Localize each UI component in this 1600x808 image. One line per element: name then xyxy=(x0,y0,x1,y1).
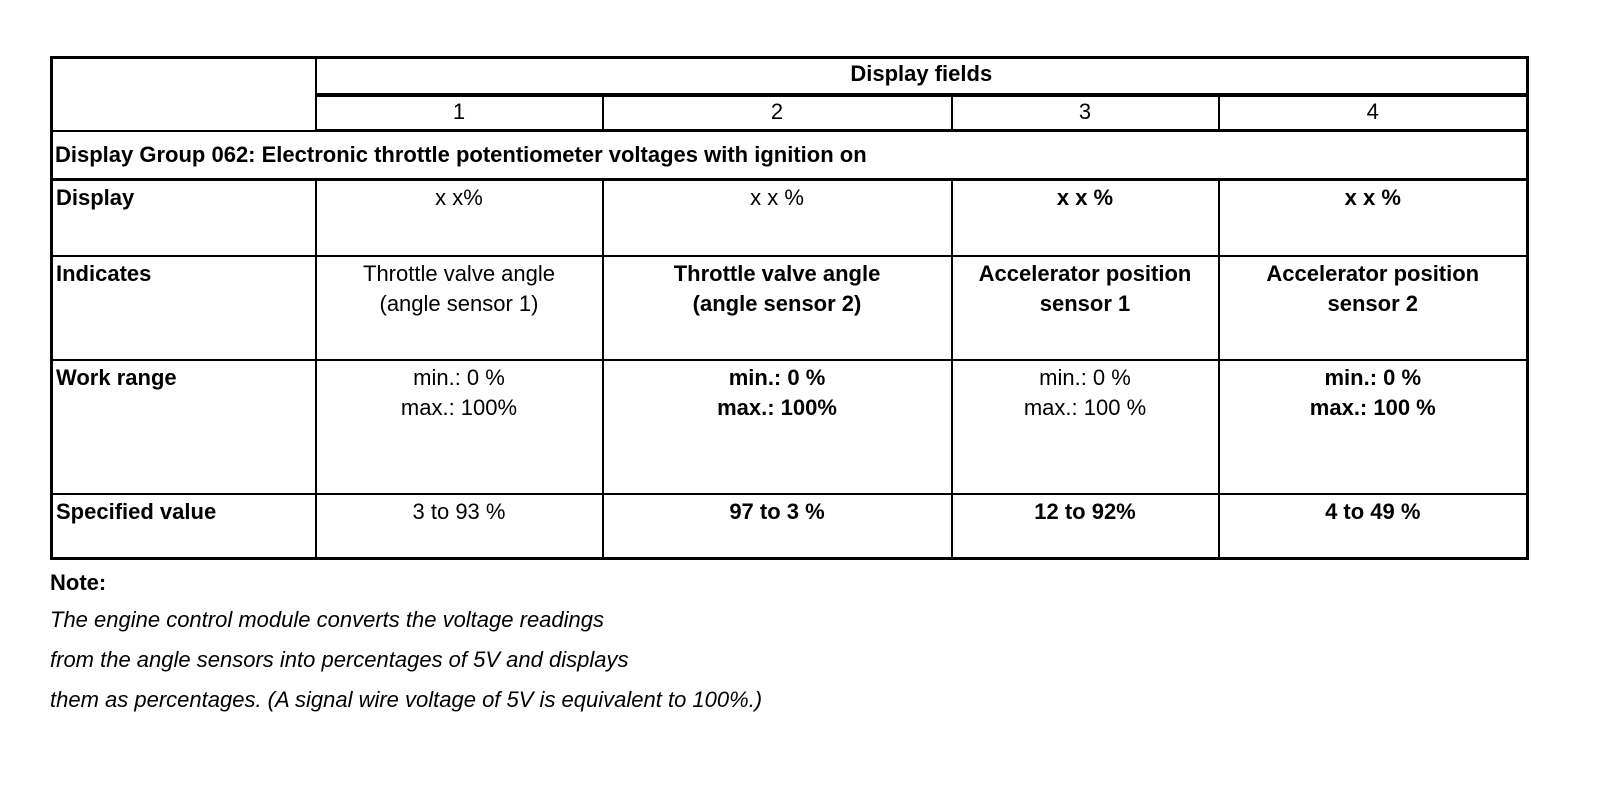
group-title-row xyxy=(52,131,1528,180)
indicates-value-3-line-2: sensor 1 xyxy=(1039,291,1131,316)
work-range-value-3 xyxy=(952,360,1219,494)
row-label-specified-value: Specified value xyxy=(52,494,316,559)
indicates-value-1 xyxy=(316,256,603,360)
work-range-value-2 xyxy=(603,360,952,494)
note-line-1: The engine control module converts the voltage readings xyxy=(50,607,605,632)
work-range-value-2-min: min.: 0 % xyxy=(728,365,826,390)
display-group-table xyxy=(50,56,1529,560)
field-number-3: 3 xyxy=(952,95,1219,131)
work-range-value-4-min: min.: 0 % xyxy=(1324,365,1422,390)
display-fields-header: Display fields xyxy=(316,58,1528,96)
field-number-2: 2 xyxy=(603,95,952,131)
work-range-row xyxy=(52,360,1528,494)
specified-value-row xyxy=(52,494,1528,559)
indicates-value-1-line-1: Throttle valve angle xyxy=(363,261,555,286)
work-range-value-2-max: max.: 100% xyxy=(717,395,837,420)
indicates-value-2 xyxy=(603,256,952,360)
row-label-indicates: Indicates xyxy=(52,256,316,360)
display-value-4: x x % xyxy=(1219,180,1528,257)
indicates-value-2-line-1: Throttle valve angle xyxy=(673,261,881,286)
note-line-2: from the angle sensors into percentages of 5V and displays xyxy=(50,647,629,672)
group-title: Display Group 062: Electronic throttle potentiometer voltages with ignition on xyxy=(52,131,1528,180)
work-range-value-4 xyxy=(1219,360,1528,494)
display-value-3: x x % xyxy=(952,180,1219,257)
indicates-value-3 xyxy=(952,256,1219,360)
note-title: Note: xyxy=(50,570,107,595)
indicates-value-1-line-2: (angle sensor 1) xyxy=(379,291,539,316)
indicates-value-4 xyxy=(1219,256,1528,360)
specified-value-2: 97 to 3 % xyxy=(603,494,952,559)
field-number-1: 1 xyxy=(316,95,603,131)
corner-cell xyxy=(52,58,316,131)
specified-value-4: 4 to 49 % xyxy=(1219,494,1528,559)
display-value-1: x x% xyxy=(316,180,603,257)
indicates-value-2-line-2: (angle sensor 2) xyxy=(692,291,862,316)
work-range-value-3-max: max.: 100 % xyxy=(1023,395,1147,420)
indicates-value-4-line-1: Accelerator position xyxy=(1266,261,1480,286)
indicates-value-4-line-2: sensor 2 xyxy=(1327,291,1419,316)
display-value-2: x x % xyxy=(603,180,952,257)
indicates-row xyxy=(52,256,1528,360)
work-range-value-1-min: min.: 0 % xyxy=(413,365,505,390)
note-line-3: them as percentages. (A signal wire voltage of 5V is equivalent to 100%.) xyxy=(50,687,763,712)
work-range-value-1-max: max.: 100% xyxy=(400,395,518,420)
work-range-value-4-max: max.: 100 % xyxy=(1309,395,1436,420)
display-row xyxy=(52,180,1528,257)
work-range-value-1 xyxy=(316,360,603,494)
specified-value-3: 12 to 92% xyxy=(952,494,1219,559)
indicates-value-3-line-1: Accelerator position xyxy=(978,261,1192,286)
document-page xyxy=(50,56,1528,720)
row-label-display: Display xyxy=(52,180,316,257)
note-section xyxy=(50,566,1528,720)
row-label-work-range: Work range xyxy=(52,360,316,494)
header-row xyxy=(52,58,1528,96)
field-number-4: 4 xyxy=(1219,95,1528,131)
specified-value-1: 3 to 93 % xyxy=(316,494,603,559)
work-range-value-3-min: min.: 0 % xyxy=(1039,365,1131,390)
